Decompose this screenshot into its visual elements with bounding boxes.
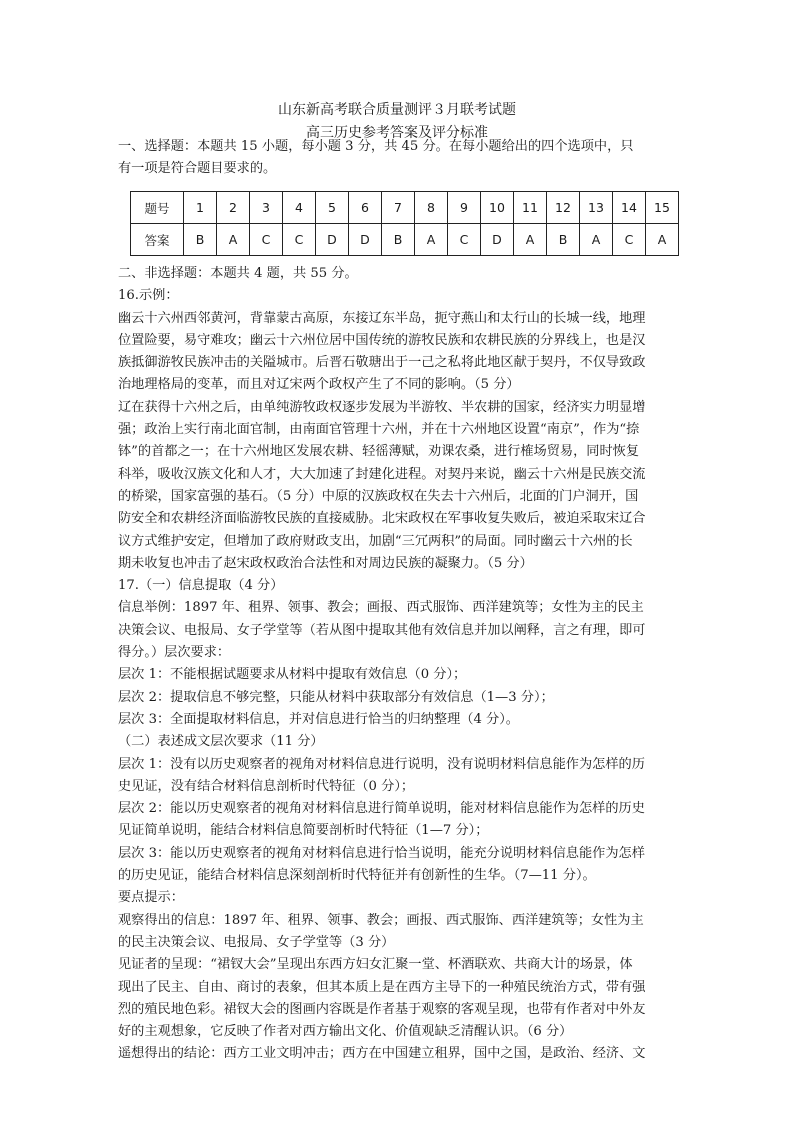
- text-line: 史见证，没有结合材料信息剖析时代特征（0 分）；: [118, 778, 415, 794]
- answer-table-number-row: [131, 192, 679, 224]
- q16-label: 16.示例：: [118, 288, 179, 304]
- q17-part2-heading: （二）表述成文层次要求（11 分）: [118, 734, 324, 750]
- q17-levels-part1: [118, 664, 678, 731]
- question-number-cell: 14: [613, 192, 646, 224]
- answer-cell: A: [646, 224, 679, 256]
- q17-info: [118, 597, 678, 664]
- question-number-cell: 11: [514, 192, 547, 224]
- number-row-label: 题号: [131, 192, 184, 224]
- question-number-cell: 7: [382, 192, 415, 224]
- text-line: 幽云十六州西邻黄河，背靠蒙古高原，东接辽东半岛，扼守燕山和太行山的长城一线，地理: [118, 310, 646, 326]
- text-line: 防安全和农耕经济面临游牧民族的直接威胁。北宋政权在军事收复失败后，被迫采取宋辽合: [118, 511, 646, 527]
- question-number-cell: 4: [283, 192, 316, 224]
- answer-table: [130, 191, 679, 256]
- q16-paragraph-2: [118, 397, 678, 575]
- answer-cell: A: [415, 224, 448, 256]
- question-number-cell: 3: [250, 192, 283, 224]
- text-line: 期未收复也冲击了赵宋政权政治合法性和对周边民族的凝聚力。（5 分）: [118, 555, 533, 571]
- text-line: 位置险要，易守难攻；幽云十六州位居中国传统的游牧民族和农耕民族的分界线上，也是汉: [118, 332, 646, 348]
- text-line: 强；政治上实行南北面官制，由南面官管理十六州，并在十六州地区设置“南京”，作为“捺: [118, 422, 640, 438]
- q17-tips: [118, 910, 678, 1066]
- text-line: 的桥梁，国家富强的基石。（5 分）中原的汉族政权在失去十六州后，北面的门户洞开，国: [118, 488, 639, 504]
- question-number-cell: 1: [184, 192, 217, 224]
- text-line: 层次 2：提取信息不够完整，只能从材料中获取部分有效信息（1—3 分）；: [118, 689, 554, 705]
- text-line: 治地理格局的变革，而且对辽宋两个政权产生了不同的影响。（5 分）: [118, 377, 520, 393]
- answer-cell: B: [184, 224, 217, 256]
- document-subtitle: 高三历史参考答案及评分标准: [306, 125, 488, 141]
- question-number-cell: 8: [415, 192, 448, 224]
- q16-paragraph-1: [118, 308, 678, 397]
- text-line: 烈的殖民地色彩。裙钗大会的图画内容既是作者基于观察的客观呈现，也带有作者对中外友: [118, 1001, 646, 1017]
- answer-cell: D: [481, 224, 514, 256]
- text-line: 的历史见证，能结合材料信息深刻剖析时代特征并有创新性的生华。（7—11 分）。: [118, 868, 596, 884]
- text-line: 见证简单说明，能结合材料信息简要剖析时代特征（1—7 分）；: [118, 823, 489, 839]
- question-number-cell: 13: [580, 192, 613, 224]
- section1-intro-line: 一、选择题：本题共 15 小题，每小题 3 分，共 45 分。在每小题给出的四个选项中，只: [118, 139, 634, 154]
- text-line: 层次 1：不能根据试题要求从材料中提取有效信息（0 分）；: [118, 667, 467, 683]
- text-line: 钵”的首都之一；在十六州地区发展农耕、轻徭薄赋，劝课农桑，进行榷场贸易，同时恢复: [118, 444, 640, 460]
- text-line: 观察得出的信息：1897 年、租界、领事、教会；画报、西式服饰、西洋建筑等；女性为主: [118, 912, 644, 928]
- q17-levels-part2: [118, 754, 678, 888]
- section2: [118, 263, 678, 1066]
- text-line: 族抵御游牧民族冲击的关隘城市。后晋石敬瑭出于一己之私将此地区献于契丹，不仅导致政: [118, 355, 646, 371]
- answer-cell: C: [283, 224, 316, 256]
- text-line: 得分。）层次要求：: [118, 645, 231, 661]
- question-number-cell: 15: [646, 192, 679, 224]
- answer-table-answer-row: [131, 224, 679, 256]
- section2-intro: 二、非选择题：本题共 4 题，共 55 分。: [118, 266, 358, 281]
- answer-cell: A: [217, 224, 250, 256]
- text-line: 层次 2：能以历史观察者的视角对材料信息进行简单说明，能对材料信息能作为怎样的历史: [118, 801, 645, 817]
- answer-cell: A: [580, 224, 613, 256]
- answer-row-label: 答案: [131, 224, 184, 256]
- question-number-cell: 10: [481, 192, 514, 224]
- answer-cell: A: [514, 224, 547, 256]
- text-line: 遥想得出的结论：西方工业文明冲击；西方在中国建立租界，国中之国，是政治、经济、文: [118, 1046, 646, 1062]
- text-line: 决策会议、电报局、女子学堂等（若从图中提取其他有效信息并加以阐释，言之有理，即可: [118, 622, 646, 638]
- text-line: 的民主决策会议、电报局、女子学堂等（3 分）: [118, 934, 395, 950]
- answer-cell: B: [547, 224, 580, 256]
- question-number-cell: 6: [349, 192, 382, 224]
- text-line: 层次 3：能以历史观察者的视角对材料信息进行恰当说明，能充分说明材料信息能作为怎样: [118, 845, 645, 861]
- text-line: 议方式维护安定，但增加了政府财政支出，加剧“三冗两积”的局面。同时幽云十六州的长: [118, 533, 633, 549]
- section1-intro: [118, 136, 678, 181]
- q17-tips-heading: 要点提示：: [118, 890, 184, 906]
- text-line: 辽在获得十六州之后，由单纯游牧政权逐步发展为半游牧、半农耕的国家，经济实力明显增: [118, 399, 646, 415]
- section1-intro-line: 有一项是符合题目要求的。: [118, 161, 277, 177]
- answer-cell: D: [349, 224, 382, 256]
- answer-cell: C: [448, 224, 481, 256]
- text-line: 层次 1：没有以历史观察者的视角对材料信息进行说明，没有说明材料信息能作为怎样的历: [118, 756, 645, 772]
- question-number-cell: 12: [547, 192, 580, 224]
- text-line: 科举，吸收汉族文化和人才，大大加速了封建化进程。对契丹来说，幽云十六州是民族交流: [118, 466, 646, 482]
- question-number-cell: 5: [316, 192, 349, 224]
- text-line: 层次 3：全面提取材料信息，并对信息进行恰当的归纳整理（4 分）。: [118, 711, 519, 727]
- answer-cell: D: [316, 224, 349, 256]
- question-number-cell: 9: [448, 192, 481, 224]
- document-title: 山东新高考联合质量测评３月联考试题: [278, 102, 516, 118]
- answer-cell: B: [382, 224, 415, 256]
- q17-heading: 17.（一）信息提取（4 分）: [118, 578, 284, 594]
- text-line: 现出了民主、自由、商讨的表象，但其本质上是在西方主导下的一种殖民统治方式，带有强: [118, 979, 646, 995]
- answer-cell: C: [613, 224, 646, 256]
- text-line: 信息举例：1897 年、租界、领事、教会；画报、西式服饰、西洋建筑等；女性为主的民主: [118, 600, 644, 616]
- text-line: 好的主观想象，它反映了作者对西方输出文化、价值观缺乏清醒认识。（6 分）: [118, 1024, 573, 1040]
- text-line: 见证者的呈现：“裙钗大会”呈现出东西方妇女汇聚一堂、杯酒联欢、共商大计的场景，体: [118, 957, 633, 973]
- answer-cell: C: [250, 224, 283, 256]
- question-number-cell: 2: [217, 192, 250, 224]
